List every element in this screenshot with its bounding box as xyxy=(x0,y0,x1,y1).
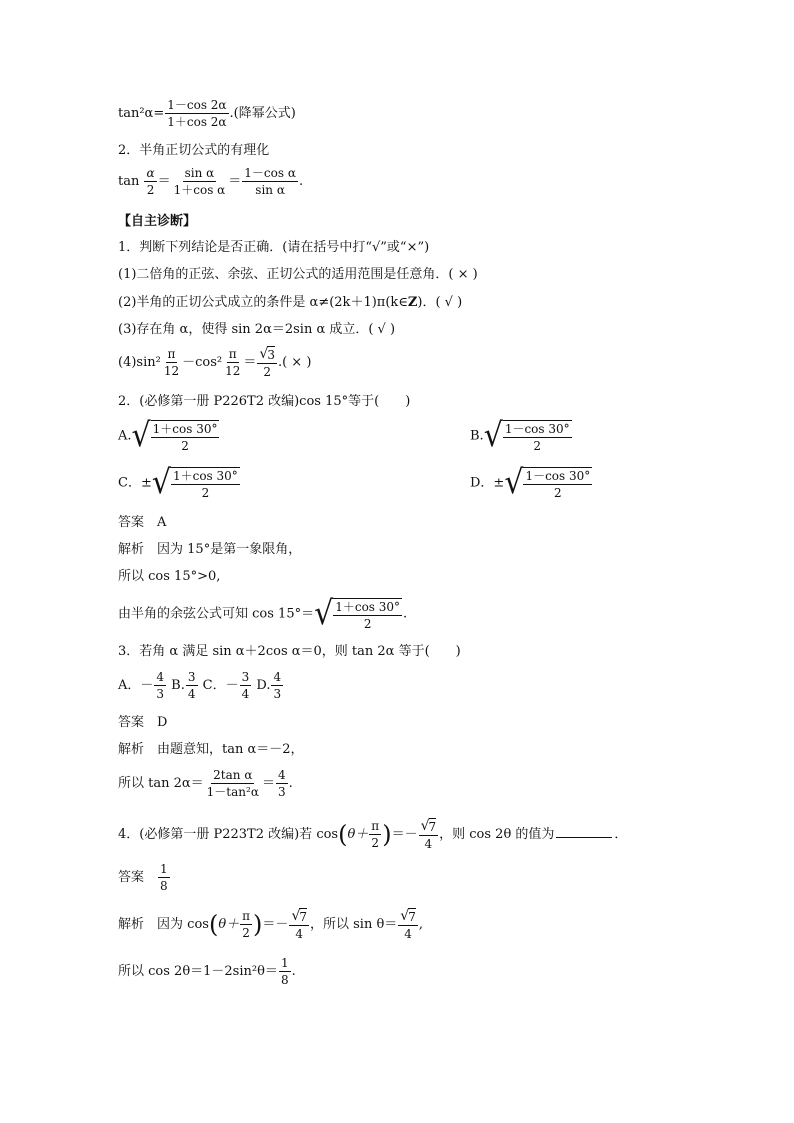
fraction xyxy=(154,670,166,701)
answer-value: D xyxy=(157,715,168,730)
explain-label: 解析 xyxy=(118,917,145,932)
text: , xyxy=(418,917,423,932)
question-2-explain-1 xyxy=(118,542,301,558)
denominator: 4 xyxy=(404,927,412,941)
fraction xyxy=(158,862,170,893)
fraction xyxy=(503,420,572,453)
numerator: 1＋cos 30° xyxy=(335,599,401,614)
denominator: 4 xyxy=(424,837,433,851)
sqrt xyxy=(131,416,221,455)
text: .(降幂公式) xyxy=(229,106,296,121)
option-d xyxy=(470,463,593,502)
denominator: 2 xyxy=(201,485,210,500)
fraction xyxy=(279,956,291,987)
denominator: 2 xyxy=(181,438,189,453)
question-4-answer xyxy=(118,862,171,893)
denominator: 1＋cos α xyxy=(173,183,226,197)
text: .( × ) xyxy=(277,355,312,370)
sqrt xyxy=(291,908,307,924)
denominator: 2 xyxy=(263,365,271,379)
numerator: 1－cos α xyxy=(244,166,296,180)
text: ＝－ xyxy=(391,827,418,842)
text: 所以 cos 2θ＝1－2sin²θ＝ xyxy=(118,964,278,979)
denominator: 8 xyxy=(280,973,289,987)
denominator: 2 xyxy=(371,836,380,850)
numerator: 1 xyxy=(160,862,168,876)
numerator: 1＋cos 30° xyxy=(172,468,238,483)
question-1-item-2 xyxy=(118,295,462,311)
option-b xyxy=(470,416,573,455)
answer-label: 答案 xyxy=(118,515,145,530)
denominator: 2 xyxy=(554,485,562,500)
text: (2)半角的正切公式成立的条件是 α≠(2k＋1)π(k∈ xyxy=(118,295,408,310)
numerator: 4 xyxy=(156,670,165,684)
option-label: C．－ xyxy=(202,678,239,693)
numerator: π xyxy=(371,819,380,833)
radical-sign: √ xyxy=(400,908,410,924)
formula-half-tan xyxy=(118,166,303,197)
denominator: 3 xyxy=(156,687,165,701)
option-label: A. xyxy=(118,428,132,444)
fraction xyxy=(333,598,402,631)
paren-open: ( xyxy=(208,910,219,939)
numerator: π xyxy=(228,347,237,361)
text: tan²α= xyxy=(118,106,165,121)
sqrt xyxy=(151,463,241,502)
option-label: D. xyxy=(256,678,271,693)
question-3-stem: 3．若角 α 满足 sin α＋2cos α＝0，则 tan 2α 等于( ) xyxy=(118,644,461,659)
text: ，所以 sin θ＝ xyxy=(310,917,398,932)
radical-sign: √ xyxy=(483,416,503,455)
numerator: π xyxy=(167,347,176,361)
text: . xyxy=(403,606,408,622)
fraction xyxy=(276,768,288,799)
numerator: 1 xyxy=(280,956,289,970)
question-1-item-4 xyxy=(118,346,311,379)
sqrt xyxy=(314,594,403,633)
numerator: 3 xyxy=(187,670,196,684)
question-4-stem xyxy=(118,818,627,851)
text: ＝ xyxy=(157,174,171,189)
fraction xyxy=(289,908,309,941)
numerator xyxy=(289,908,309,926)
numerator: sin α xyxy=(184,166,215,180)
fraction xyxy=(172,166,228,197)
question-1-item-1: (1)二倍角的正弦、余弦、正切公式的适用范围是任意角．( × ) xyxy=(118,267,478,282)
radical-sign: √ xyxy=(131,416,151,455)
option-label: C．± xyxy=(118,475,152,491)
denominator: 12 xyxy=(225,364,241,378)
explain-label: 解析 xyxy=(118,542,145,557)
section-heading: 【自主诊断】 xyxy=(118,214,197,229)
numerator: 1－cos 2α xyxy=(167,98,227,112)
radicand: 3 xyxy=(267,348,275,362)
denominator: 3 xyxy=(277,785,286,799)
denominator: 8 xyxy=(160,879,168,893)
denominator: 12 xyxy=(163,364,180,378)
option-label: A．－ xyxy=(118,678,154,693)
text: ＝－ xyxy=(262,917,289,932)
text: 4．(必修第一册 P223T2 改编)若 cos xyxy=(118,827,339,842)
numerator: 4 xyxy=(277,768,286,782)
radical-sign: √ xyxy=(314,594,334,633)
fraction xyxy=(240,670,252,701)
question-3-explain-2 xyxy=(118,768,293,799)
radical-sign: √ xyxy=(259,346,269,362)
denominator: 4 xyxy=(187,687,196,701)
denominator: 1＋cos 2α xyxy=(167,115,227,129)
sqrt xyxy=(504,463,593,502)
fraction xyxy=(186,670,198,701)
question-3-options xyxy=(118,670,284,701)
radicand: 7 xyxy=(428,820,437,834)
denominator: 2 xyxy=(363,616,372,631)
numerator xyxy=(257,346,277,364)
fraction xyxy=(242,166,298,197)
sqrt xyxy=(400,908,416,924)
fraction xyxy=(205,768,261,799)
text: －cos² xyxy=(182,355,223,370)
fraction xyxy=(151,420,220,453)
numerator: 1－cos 30° xyxy=(525,468,591,483)
answer-label: 答案 xyxy=(118,870,145,885)
denominator: 2 xyxy=(242,926,250,940)
question-1-item-3: (3)存在角 α，使得 sin 2α＝2sin α 成立．( √ ) xyxy=(118,322,396,337)
fraction xyxy=(271,670,283,701)
question-2-explain-2: 所以 cos 15°>0, xyxy=(118,569,221,584)
denominator: 3 xyxy=(273,687,282,701)
numerator xyxy=(398,908,418,926)
question-4-explain-1 xyxy=(118,908,423,941)
text: . xyxy=(288,776,293,791)
fraction xyxy=(419,818,439,851)
text: ＝ xyxy=(261,776,275,791)
text: . xyxy=(298,174,304,189)
explain-label: 解析 xyxy=(118,742,145,757)
numerator xyxy=(419,818,439,836)
radicand: 7 xyxy=(299,910,307,924)
fraction xyxy=(369,819,381,850)
radical-sign: √ xyxy=(420,818,430,834)
numerator: π xyxy=(242,909,251,923)
denominator: 2 xyxy=(533,438,542,453)
paren-close: ) xyxy=(253,910,263,939)
formula-tan-squared xyxy=(118,98,296,129)
fraction xyxy=(162,347,181,378)
answer-blank[interactable] xyxy=(556,825,612,838)
answer-label: 答案 xyxy=(118,715,145,730)
text: ＝ xyxy=(228,174,242,189)
fraction xyxy=(171,467,240,500)
question-3-answer xyxy=(118,715,167,731)
radicand: 7 xyxy=(408,910,416,924)
text: )．( √ ) xyxy=(417,295,463,310)
fraction xyxy=(398,908,418,941)
question-4-explain-2 xyxy=(118,956,296,987)
option-label: D．± xyxy=(470,475,505,491)
text: (4)sin² xyxy=(118,355,161,370)
text: θ＋ xyxy=(347,827,369,842)
text: ，则 cos 2θ 的值为 xyxy=(439,827,555,842)
question-2-answer xyxy=(118,515,166,531)
numerator: 2tan α xyxy=(213,768,253,782)
denominator: 1－tan²α xyxy=(206,785,259,799)
paren-open: ( xyxy=(338,820,348,849)
denominator: 4 xyxy=(241,687,250,701)
fraction xyxy=(165,98,228,129)
text: . xyxy=(291,964,296,979)
fraction xyxy=(240,909,252,940)
text: 由半角的余弦公式可知 cos 15°＝ xyxy=(118,606,315,622)
numerator: α xyxy=(146,166,155,180)
radical-sign: √ xyxy=(151,463,171,502)
question-2-options-cd xyxy=(118,463,591,502)
paren-close: ) xyxy=(382,820,392,849)
question-3-explain-1 xyxy=(118,742,304,758)
text: ． xyxy=(614,827,628,842)
sqrt xyxy=(421,818,437,834)
fraction xyxy=(257,346,277,379)
text: 因为 15°是第一象限角， xyxy=(157,542,302,557)
fraction xyxy=(523,467,592,500)
text: tan xyxy=(118,174,144,189)
answer-value: A xyxy=(157,515,167,530)
fraction xyxy=(223,347,242,378)
text: Z xyxy=(407,295,418,310)
denominator: sin α xyxy=(255,183,285,197)
denominator: 2 xyxy=(146,183,155,197)
option-label: B. xyxy=(470,428,484,444)
radical-sign: √ xyxy=(504,463,524,502)
question-2-stem: 2．(必修第一册 P226T2 改编)cos 15°等于( ) xyxy=(118,394,411,409)
text: ＝ xyxy=(243,355,257,370)
text: 所以 tan 2α＝ xyxy=(118,776,204,791)
numerator: 1－cos 30° xyxy=(504,421,570,436)
question-2-explain-3 xyxy=(118,594,408,633)
section-title: 2．半角正切公式的有理化 xyxy=(118,143,270,158)
numerator: 1＋cos 30° xyxy=(152,421,218,436)
fraction xyxy=(144,166,156,197)
text: 由题意知，tan α＝－2， xyxy=(157,742,304,757)
text: 因为 cos xyxy=(157,917,209,932)
sqrt xyxy=(259,346,275,362)
radical-sign: √ xyxy=(291,908,301,924)
numerator: 4 xyxy=(273,670,282,684)
denominator: 4 xyxy=(295,927,304,941)
question-1-stem: 1．判断下列结论是否正确．(请在括号中打“√”或“×”) xyxy=(118,240,430,255)
text: θ＋ xyxy=(218,917,240,932)
option-label: B. xyxy=(171,678,185,693)
question-2-options-ab xyxy=(118,416,570,455)
sqrt xyxy=(483,416,573,455)
numerator: 3 xyxy=(241,670,250,684)
